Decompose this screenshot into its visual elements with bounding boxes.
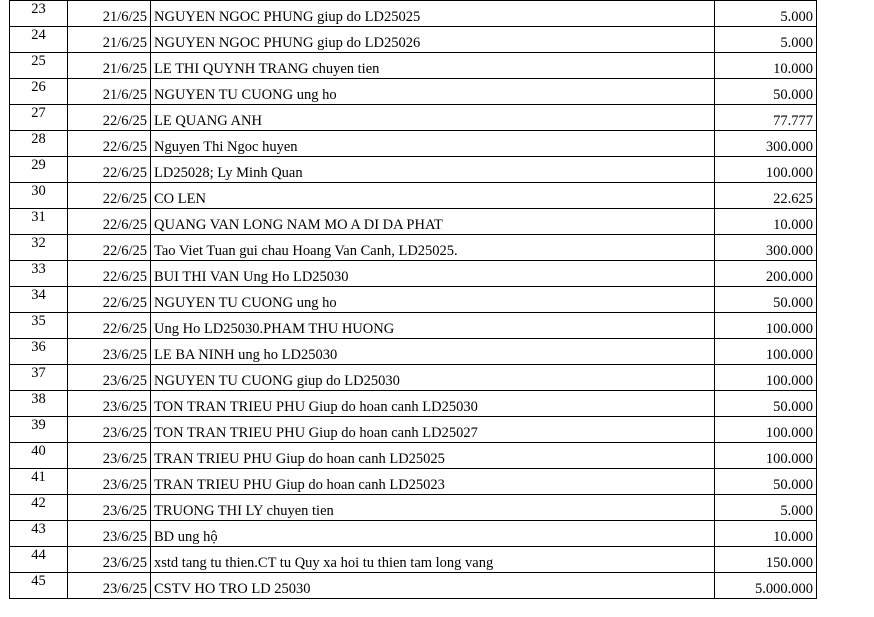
- row-amount: 5.000.000: [715, 573, 817, 599]
- row-amount: 77.777: [715, 105, 817, 131]
- table-row: [10, 157, 817, 183]
- row-amount: 50.000: [715, 469, 817, 495]
- row-number: 25: [10, 53, 68, 79]
- row-description: CO LEN: [151, 183, 715, 209]
- row-number: 39: [10, 417, 68, 443]
- row-date: 23/6/25: [68, 339, 151, 365]
- row-number: 32: [10, 235, 68, 261]
- table-row: [10, 53, 817, 79]
- table-row: [10, 131, 817, 157]
- row-date: 22/6/25: [68, 131, 151, 157]
- table-row: [10, 313, 817, 339]
- table-row: [10, 391, 817, 417]
- row-number: 38: [10, 391, 68, 417]
- row-date: 23/6/25: [68, 443, 151, 469]
- table-row: [10, 79, 817, 105]
- row-date: 21/6/25: [68, 53, 151, 79]
- row-amount: 22.625: [715, 183, 817, 209]
- row-amount: 100.000: [715, 157, 817, 183]
- row-date: 23/6/25: [68, 547, 151, 573]
- row-date: 21/6/25: [68, 1, 151, 27]
- row-description: LE QUANG ANH: [151, 105, 715, 131]
- row-amount: 50.000: [715, 391, 817, 417]
- table-row: [10, 547, 817, 573]
- row-number: 31: [10, 209, 68, 235]
- row-number: 34: [10, 287, 68, 313]
- row-number: 36: [10, 339, 68, 365]
- table-row: [10, 495, 817, 521]
- row-description: TRUONG THI LY chuyen tien: [151, 495, 715, 521]
- row-description: CSTV HO TRO LD 25030: [151, 573, 715, 599]
- table-row: [10, 209, 817, 235]
- row-date: 23/6/25: [68, 391, 151, 417]
- row-description: Nguyen Thi Ngoc huyen: [151, 131, 715, 157]
- row-number: 45: [10, 573, 68, 599]
- row-date: 22/6/25: [68, 235, 151, 261]
- row-description: NGUYEN TU CUONG giup do LD25030: [151, 365, 715, 391]
- row-description: LE THI QUYNH TRANG chuyen tien: [151, 53, 715, 79]
- row-amount: 5.000: [715, 495, 817, 521]
- row-description: Ung Ho LD25030.PHAM THU HUONG: [151, 313, 715, 339]
- row-amount: 50.000: [715, 79, 817, 105]
- row-date: 23/6/25: [68, 521, 151, 547]
- row-description: TRAN TRIEU PHU Giup do hoan canh LD25025: [151, 443, 715, 469]
- row-amount: 10.000: [715, 209, 817, 235]
- row-number: 27: [10, 105, 68, 131]
- row-amount: 5.000: [715, 1, 817, 27]
- donation-table: [9, 0, 817, 599]
- row-number: 23: [10, 1, 68, 27]
- row-amount: 200.000: [715, 261, 817, 287]
- row-date: 22/6/25: [68, 105, 151, 131]
- row-number: 35: [10, 313, 68, 339]
- row-description: TON TRAN TRIEU PHU Giup do hoan canh LD25027: [151, 417, 715, 443]
- table-row: [10, 365, 817, 391]
- row-description: BD ung hộ: [151, 521, 715, 547]
- table-row: [10, 183, 817, 209]
- row-date: 22/6/25: [68, 183, 151, 209]
- row-description: LD25028; Ly Minh Quan: [151, 157, 715, 183]
- row-number: 42: [10, 495, 68, 521]
- row-number: 30: [10, 183, 68, 209]
- row-description: TON TRAN TRIEU PHU Giup do hoan canh LD25030: [151, 391, 715, 417]
- table-row: [10, 27, 817, 53]
- table-row: [10, 339, 817, 365]
- row-amount: 100.000: [715, 313, 817, 339]
- row-date: 23/6/25: [68, 365, 151, 391]
- row-description: TRAN TRIEU PHU Giup do hoan canh LD25023: [151, 469, 715, 495]
- row-number: 44: [10, 547, 68, 573]
- row-amount: 100.000: [715, 365, 817, 391]
- row-number: 29: [10, 157, 68, 183]
- row-amount: 100.000: [715, 443, 817, 469]
- row-description: NGUYEN TU CUONG ung ho: [151, 287, 715, 313]
- row-date: 23/6/25: [68, 495, 151, 521]
- row-number: 33: [10, 261, 68, 287]
- table-row: [10, 469, 817, 495]
- row-date: 22/6/25: [68, 313, 151, 339]
- row-description: QUANG VAN LONG NAM MO A DI DA PHAT: [151, 209, 715, 235]
- row-amount: 300.000: [715, 235, 817, 261]
- row-description: xstd tang tu thien.CT tu Quy xa hoi tu thien tam long vang: [151, 547, 715, 573]
- row-description: NGUYEN TU CUONG ung ho: [151, 79, 715, 105]
- row-description: LE BA NINH ung ho LD25030: [151, 339, 715, 365]
- row-number: 28: [10, 131, 68, 157]
- row-number: 40: [10, 443, 68, 469]
- row-number: 26: [10, 79, 68, 105]
- table-row: [10, 287, 817, 313]
- table-row: [10, 417, 817, 443]
- row-number: 41: [10, 469, 68, 495]
- table-row: [10, 521, 817, 547]
- row-number: 37: [10, 365, 68, 391]
- row-amount: 50.000: [715, 287, 817, 313]
- row-date: 23/6/25: [68, 469, 151, 495]
- row-date: 23/6/25: [68, 573, 151, 599]
- row-date: 23/6/25: [68, 417, 151, 443]
- donation-table-body: [10, 1, 817, 599]
- row-amount: 300.000: [715, 131, 817, 157]
- row-date: 22/6/25: [68, 261, 151, 287]
- table-row: [10, 105, 817, 131]
- table-row: [10, 235, 817, 261]
- row-number: 24: [10, 27, 68, 53]
- row-amount: 100.000: [715, 339, 817, 365]
- table-row: [10, 573, 817, 599]
- row-number: 43: [10, 521, 68, 547]
- table-row: [10, 261, 817, 287]
- table-row: [10, 443, 817, 469]
- row-description: NGUYEN NGOC PHUNG giup do LD25025: [151, 1, 715, 27]
- row-date: 22/6/25: [68, 209, 151, 235]
- table-row: [10, 1, 817, 27]
- row-amount: 5.000: [715, 27, 817, 53]
- row-amount: 10.000: [715, 521, 817, 547]
- row-description: BUI THI VAN Ung Ho LD25030: [151, 261, 715, 287]
- row-description: Tao Viet Tuan gui chau Hoang Van Canh, LD25025.: [151, 235, 715, 261]
- row-date: 22/6/25: [68, 287, 151, 313]
- row-description: NGUYEN NGOC PHUNG giup do LD25026: [151, 27, 715, 53]
- row-date: 22/6/25: [68, 157, 151, 183]
- row-amount: 100.000: [715, 417, 817, 443]
- row-amount: 150.000: [715, 547, 817, 573]
- row-date: 21/6/25: [68, 79, 151, 105]
- row-date: 21/6/25: [68, 27, 151, 53]
- row-amount: 10.000: [715, 53, 817, 79]
